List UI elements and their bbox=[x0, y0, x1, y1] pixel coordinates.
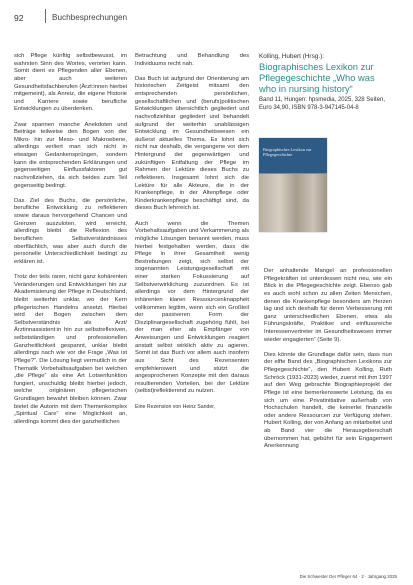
paragraph: Trotz der teils raren, nicht ganz kohärenten Veränderungen und Entwicklungen hin zur Akademisierung der Pflege in Deutschland, bleibt weiterhin unklar, wo der Kern pflegerischen Handelns ansetzt. Hierbei wird der Bogen zwischen dem Selbstverständnis als Arzt/ Ärztinnassistent:in hin zur selbstreflexiven, selbstständigen und professionellen Ganzheitlichkeit gespannt, unklar bleibt allerdings nach wie vor die Frage „Was ist Pflege?“. Die Lösung liegt vermutlich in der Thematik Vorbehaltsaufgaben bei welchen „die Pflege“ als eine Art Lotsenfunktion fungiert, unschuldig bleibt hierbei jedoch, welche originären pflegerischen Grundlagen bewahrt bleiben können. Zwar bietet die Autorin mit dem Themenkomplex „Spiritual Care“ eine Möglichkeit an, allerdings kommt dies der ganzheitlichen bbox=[14, 274, 127, 425]
column-1 bbox=[14, 53, 127, 434]
book-title: Biographisches Lexikon zur Pflegegeschichte „Who was who in nursing history“ bbox=[259, 61, 375, 94]
page-number: 92 bbox=[14, 13, 24, 23]
paragraph: Dies könnte die Grundlage dafür sein, dass nun der elfte Band des „Biographischen Lexikons zur Pflegegeschichte“, den Hubert Kolling, Ruth Schröck (1931-2023) wieder, zuerst mit ihm 1997 auf den Weg gebrachte Biographieprojekt der Pflege ist eine bemerkenswerte Leistung, da es sich um eine Privatinitiative außerhalb von Hochschulen handelt, die keinerlei finanzielle oder andere Ressourcen zur Verfügung stehen. Hubert Kolling, der von Anfang an mitarbeitet und ab Band vier die Herausgeberschaft übernommen hat, gebührt für sein Engagement Anerkennung bbox=[264, 351, 392, 450]
book-cover bbox=[259, 138, 327, 232]
column-3 bbox=[264, 268, 392, 459]
paragraph: Zwar spannen manche Anekdoten und Beiträge teilweise den Bogen von der Mikro- hin zur Meso- und Makroebene, allerdings verliert man sich nicht in etwaigen Gedankensprüngen, sondern kann die entsprechenden Erklärungen und gegenseitigen Einflussfaktoren gut nachvollziehen, da sich beides zum Teil gegenseitig bedingt. bbox=[14, 121, 127, 189]
paragraph: Das Ziel des Buchs, die persönliche, berufliche Entwicklung zu reflektieren sowie daraus hervorgehend Chancen und Grenzen auszuloten, wird erreicht, allerdings bleibt die Reflexion des beruflichen Selbstverständnisses oberflächlich, was aber auch durch die personelle Unterschiedlichkeit bedingt zu erklären ist. bbox=[14, 197, 127, 265]
paragraph: sich Pflege künftig selbstbewusst, im wahrsten Sinn des Wortes, verorten kann. Somit dient es Pflegenden aller Ebenen, aber auch weiteren Gesundheitsfachberufen (Ärzt:innen hierbei mitgemeint), als Anreiz, die eigene Historie und Karriere sowie berufliche Entwicklungen zu überdenken. bbox=[14, 53, 127, 113]
header-divider bbox=[45, 9, 46, 23]
page-footer: Die Schwester Der Pfleger 64 · 2 · Jahrgang 2025 bbox=[299, 574, 397, 579]
paragraph: Betrachtung und Behandlung des Individuums recht nah. bbox=[135, 53, 249, 67]
section-title: Buchbesprechungen bbox=[52, 13, 128, 22]
book-author: Kolling, Hubert (Hrsg.): bbox=[259, 53, 324, 60]
book-meta: Band 11, Hungen: hpsmedia, 2025, 328 Seiten, Euro 34,90, ISBN 978-3-947145-04-8 bbox=[259, 97, 385, 111]
paragraph: Auch wenn die Themen Vorbehaltsaufgaben und Verkammerung als mögliche Lösungen benannt werden, muss hierbei festgehalten werden, dass die Pflege in ihrer Gesamtheit wenig Bestrebungen zeigt, sich selbst der sogenannten Leistungsgesellschaft mit einer starken Fokussierung auf Selbstverwirklichung zuzuordnen. Es ist allerdings vor dem Hintergrund der inhärenten klaren Ressourcenknappheit vollkommen legitim, wenn sich ein Großteil der passiveren Form der Disziplinargesellschaft zugehörig fühlt, bei der man eher als Empfänger von Anweisungen und Entwicklungen reagiert anstatt selbst wirklich aktiv zu agieren. Somit ist das Buch vor allem auch insofern aus Sicht des Rezensenten empfehlenswert und stützt die angesprochenen Konzepte mit den daraus resultierenden Vorteilen, bei der Lektüre (selbst)reflektierend zu nutzen. bbox=[135, 220, 249, 395]
cover-photo bbox=[259, 174, 327, 232]
paragraph: Das Buch ist aufgrund der Orientierung am historischen Zeitgeist mitsamt den entsprechenden persönlichen, gesellschaftlichen und (berufs)politischen Entwicklungen übersichtlich gegliedert und nachvollziehbar gegliedert und behandelt aufgrund der weiterhin unablässigen Entwicklung im Gesundheitswesen ein äußerst aktuelles Thema. Es lohnt sich nicht nur deshalb, die vergangene vor dem Hintergrund der gegenwärtigen und zukünftigen Entfaltung der Pflege im Rahmen der Lektüre dieses Buchs zu reflektieren. Insgesamt lohnt sich die Lektüre für alle Akteure, die in der Krankenpflege, in der Altenpflege oder Kinderkrankenpflege beschäftigt sind, da dieses Buch lehrreich ist. bbox=[135, 75, 249, 212]
book-info bbox=[259, 53, 393, 112]
reviewer-credit: Eine Rezension von Heinz Sander, bbox=[135, 403, 216, 410]
column-2 bbox=[135, 53, 249, 411]
cover-title: Biographisches Lexikon zur Pflegegeschichte bbox=[263, 147, 312, 157]
paragraph: Der anhaltende Mangel an professionellen Pflegekräften ist unterdessen nicht neu, wie ein Blick in die Pflegegeschichte zeigt. Ebenso gab es auch wohl schon zu allen Zeiten Menschen, denen die Krankenpflege besonders am Herzen lag und sich deshalb für deren Verbesserung mit ganz unterschiedlichen Ebenen, etwa als Führungskräfte, Praktiker und einflussreiche Interessenvertreter im Gesundheitswesen immer wieder engagierten“ (Seite 9). bbox=[264, 268, 392, 343]
